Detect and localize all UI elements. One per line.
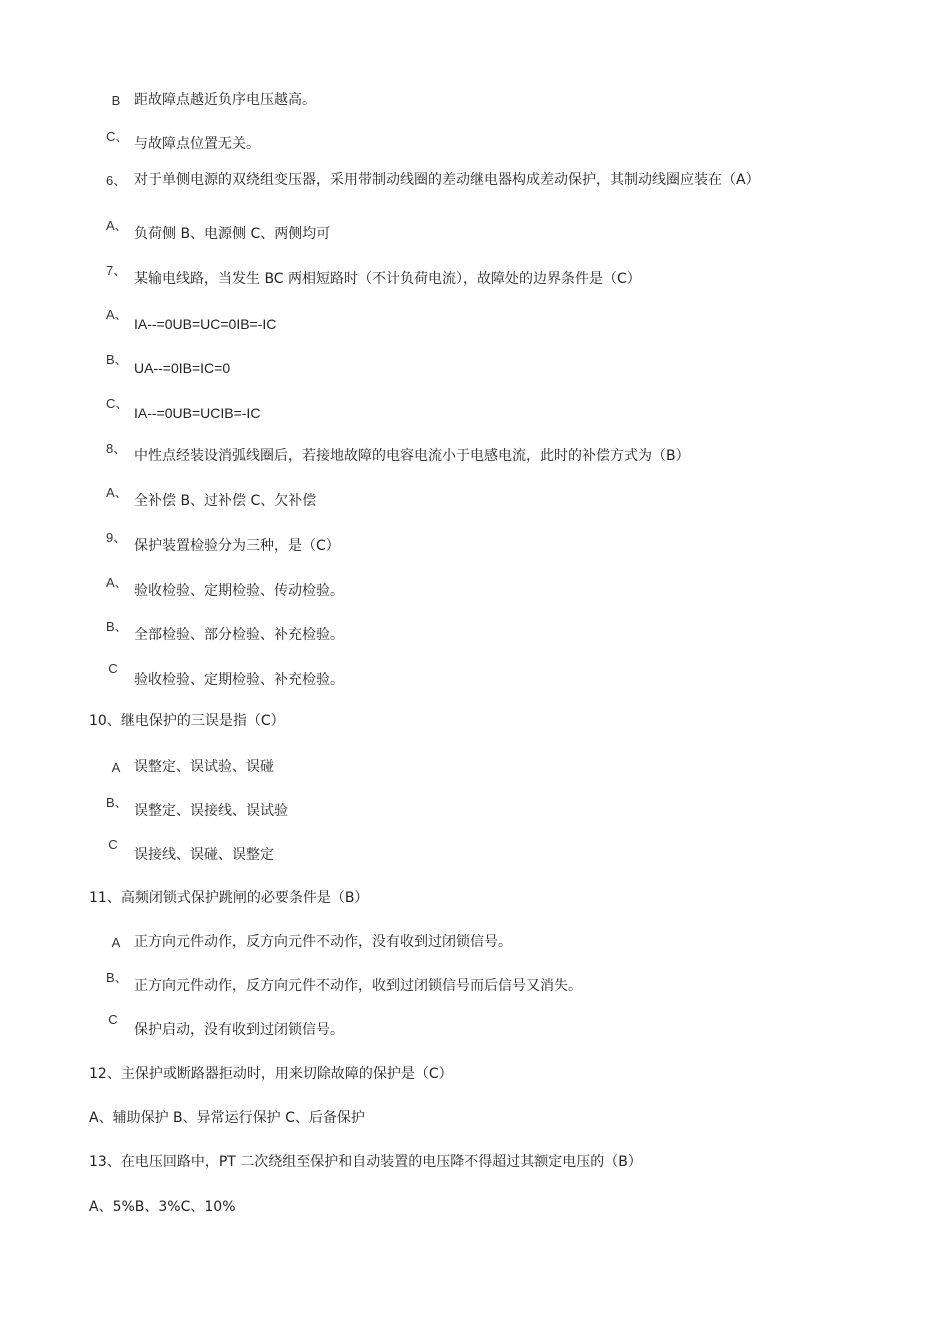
question-row [0, 1154, 950, 1198]
option-row [0, 658, 950, 702]
option-text: IA--=0UB=UCIB=-IC [134, 405, 261, 421]
option-label: A、 [106, 575, 128, 590]
option-label: C [108, 661, 118, 676]
question-row [0, 170, 950, 214]
question-text: 某输电线路，当发生 BC 两相短路时（不计负荷电流），故障处的边界条件是（C） [134, 271, 641, 287]
option-label: C、 [106, 129, 129, 144]
option-label: B、 [106, 795, 128, 810]
question-text: 13、在电压回路中，PT 二次绕组至保护和自动装置的电压降不得超过其额定电压的（B） [89, 1154, 642, 1170]
option-label: B、 [106, 970, 128, 985]
option-row [0, 1009, 950, 1053]
option-row [0, 393, 950, 437]
option-row [0, 304, 950, 348]
option-text: A、5%B、3%C、10% [89, 1199, 236, 1215]
question-row [0, 890, 950, 934]
question-number: 8、 [106, 441, 127, 456]
option-row [0, 1110, 950, 1154]
question-row [0, 1066, 950, 1110]
option-label: C [108, 1012, 118, 1027]
option-text: 距故障点越近负序电压越高。 [134, 92, 316, 108]
question-row [0, 260, 950, 304]
question-number: 7、 [106, 263, 127, 278]
question-text: 12、主保护或断路器拒动时，用来切除故障的保护是（C） [89, 1066, 453, 1082]
option-row [0, 215, 950, 259]
question-text: 中性点经装设消弧线圈后，若接地故障的电容电流小于电感电流，此时的补偿方式为（B） [134, 448, 690, 464]
question-text: 10、继电保护的三误是指（C） [89, 713, 285, 729]
question-row [0, 713, 950, 757]
option-row [0, 967, 950, 1011]
option-label: A [111, 935, 121, 950]
option-text: 全部检验、部分检验、补充检验。 [134, 627, 344, 643]
option-label: B、 [106, 352, 128, 367]
option-row [0, 792, 950, 836]
question-number: 6、 [106, 173, 127, 188]
option-text: 保护启动，没有收到过闭锁信号。 [134, 1022, 344, 1038]
option-text: 负荷侧 B、电源侧 C、两侧均可 [134, 226, 331, 242]
option-text: 误整定、误试验、误碰 [134, 759, 274, 775]
option-label: A、 [106, 218, 128, 233]
option-label: B、 [106, 619, 128, 634]
option-label: A、 [106, 307, 128, 322]
option-text: UA--=0IB=IC=0 [134, 360, 231, 376]
option-text: A、辅助保护 B、异常运行保护 C、后备保护 [89, 1110, 365, 1126]
option-row [0, 572, 950, 616]
option-text: 正方向元件动作，反方向元件不动作，收到过闭锁信号而后信号又消失。 [134, 978, 582, 994]
question-number: 9、 [106, 530, 127, 545]
option-label: B [111, 93, 121, 108]
option-text: 正方向元件动作，反方向元件不动作，没有收到过闭锁信号。 [134, 934, 512, 950]
option-row [0, 834, 950, 878]
question-row [0, 438, 950, 482]
option-row [0, 482, 950, 526]
option-text: 误整定、误接线、误试验 [134, 803, 288, 819]
question-row [0, 527, 950, 571]
option-row [0, 126, 950, 170]
option-label: A [111, 760, 121, 775]
option-label: C [108, 837, 118, 852]
option-label: C、 [106, 396, 129, 411]
option-row [0, 349, 950, 393]
option-label: A、 [106, 485, 128, 500]
option-text: IA--=0UB=UC=0IB=-IC [134, 316, 277, 332]
question-text: 保护装置检验分为三种，是（C） [134, 538, 340, 554]
option-row [0, 1199, 950, 1243]
option-text: 与故障点位置无关。 [134, 136, 260, 152]
question-text: 11、高频闭锁式保护跳闸的必要条件是（B） [89, 890, 369, 906]
option-text: 验收检验、定期检验、传动检验。 [134, 583, 344, 599]
question-text: 对于单侧电源的双绕组变压器，采用带制动线圈的差动继电器构成差动保护，其制动线圈应装在（A） [134, 172, 760, 188]
option-text: 验收检验、定期检验、补充检验。 [134, 672, 344, 688]
option-row [0, 616, 950, 660]
option-text: 误接线、误碰、误整定 [134, 847, 274, 863]
option-text: 全补偿 B、过补偿 C、欠补偿 [134, 493, 317, 509]
